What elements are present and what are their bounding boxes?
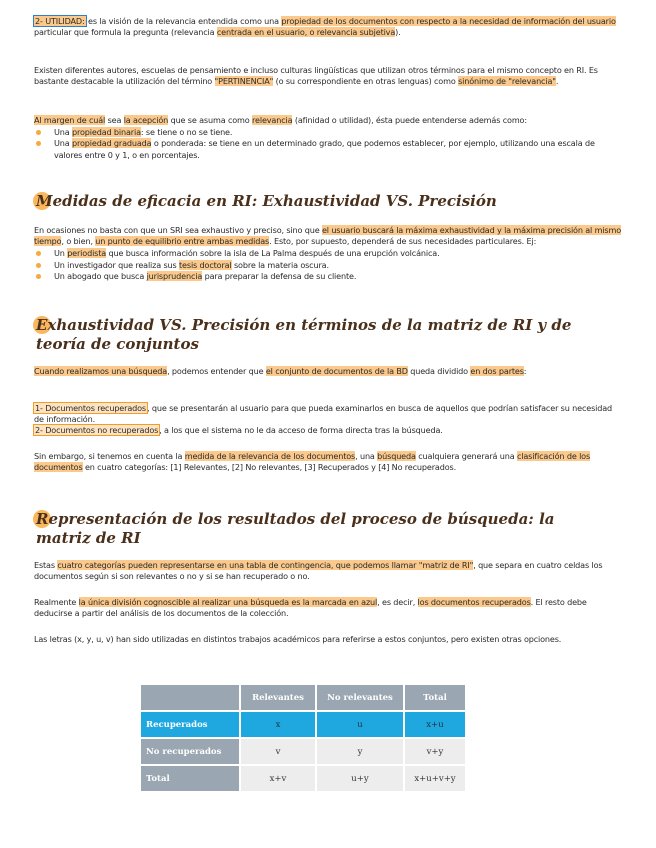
section-heading-matriz — [36, 510, 596, 548]
highlight: periodista — [67, 248, 107, 259]
text: , una — [355, 451, 378, 461]
text: sea — [105, 115, 124, 125]
highlight: relevancia — [252, 115, 293, 125]
text: Las letras (x, y, u, v) han sido utilizadas en distintos trabajos académicos para referirse a estos conjuntos, pero existen otras opciones. — [34, 634, 562, 644]
text: (o su correspondiente en otras lenguas) como — [273, 76, 459, 87]
text: (afinidad o utilidad), ésta puede entenderse además como: — [292, 115, 527, 125]
list-item — [34, 138, 624, 160]
text: en cuatro categorías: [1] Relevantes, [2] No relevantes, [3] Recuperados y [4] No recuperados. — [82, 462, 456, 473]
text: particular que formula la pregunta (relevancia — [34, 27, 217, 38]
table-header-cell: Total — [404, 684, 466, 711]
text: ). — [395, 27, 401, 38]
highlight: "PERTINENCIA" — [214, 76, 274, 87]
highlight: propiedad binaria — [72, 127, 141, 138]
text: . Esto, por supuesto, dependerá de sus necesidades particulares. Ej: — [269, 236, 537, 247]
table-row-header: Recuperados — [140, 711, 240, 738]
text: Existen diferentes autores, escuelas de pensamiento e incluso culturas lingüísticas que utilizan otros términos para el mismo concepto en RI. Es bastante destacable la utilización del término — [34, 65, 598, 87]
text: queda dividido — [407, 366, 471, 376]
highlight: búsqueda — [377, 451, 416, 461]
section-heading-conjuntos — [36, 316, 596, 354]
text: , es decir, — [377, 597, 418, 607]
highlight: la única división cognoscible al realizar una búsqueda es la marcada en azul — [78, 597, 378, 607]
table-header-row — [140, 684, 466, 711]
paragraph-pertinencia — [34, 65, 624, 87]
label-utilidad: 2- UTILIDAD: — [35, 16, 85, 26]
text: . — [555, 76, 559, 87]
table-cell: y — [316, 738, 404, 765]
highlight: propiedad de los documentos con respecto a la necesidad de información del usuario — [281, 16, 616, 26]
text: , podemos entender que — [167, 366, 266, 376]
table-row — [140, 738, 466, 765]
highlight: clasificación de los documentos — [34, 451, 591, 473]
highlight: Cuando realizamos una búsqueda — [34, 366, 168, 376]
text: En ocasiones no basta con que un SRI sea exhaustivo y preciso, sino que — [34, 225, 322, 235]
highlight: un punto de equilibrio entre ambas medidas — [95, 236, 270, 247]
text: sobre la materia oscura. — [231, 259, 329, 270]
text: o ponderada: se tiene en un determinado grado, que podemos establecer, por ejemplo, utilizando una escala de valores entre 0 y 1, o en porcentajes. — [54, 138, 595, 160]
text: Sin embargo, si tenemos en cuenta la — [34, 451, 185, 461]
highlight: el usuario buscará la máxima exhaustividad y la máxima precisión al mismo tiempo — [34, 225, 622, 247]
text: , o bien, — [61, 236, 96, 247]
highlight: cuatro categorías pueden representarse en una tabla de contingencia, que podemos llamar "matriz de RI" — [57, 560, 474, 570]
table-cell: x — [240, 711, 316, 738]
highlight: tesis doctoral — [179, 259, 232, 270]
table-cell: x+v — [240, 765, 316, 792]
table-cell: u+y — [316, 765, 404, 792]
highlight: en dos partes — [470, 366, 524, 376]
heading-text: Representación de los resultados del proceso de búsqueda: la matriz de RI — [36, 510, 555, 547]
heading-text: Exhaustividad VS. Precisión en términos de la matriz de RI y de teoría de conjuntos — [36, 316, 572, 353]
label-no-recuperados: 2- Documentos no recuperados — [35, 425, 159, 436]
list-item — [34, 271, 624, 282]
text: cualquiera generará una — [415, 451, 517, 461]
paragraph-documentos — [34, 403, 624, 437]
highlight: medida de la relevancia de los documentos — [184, 451, 356, 461]
text: : — [523, 366, 527, 376]
table-row-header: No recuperados — [140, 738, 240, 765]
section-heading-eficacia — [36, 192, 596, 211]
table-cell: v — [240, 738, 316, 765]
bullet-list — [34, 248, 624, 282]
highlight: los documentos recuperados — [417, 597, 531, 607]
text: Realmente — [34, 597, 79, 607]
list-item — [34, 248, 624, 259]
table-cell: u — [316, 711, 404, 738]
text: que busca información sobre la isla de La Palma después de una erupción volcánica. — [106, 248, 440, 259]
text: Un — [54, 248, 68, 259]
text: Estas — [34, 560, 58, 570]
text: , que separa en cuatro celdas los documentos según si son relevantes o no y si se han recuperado o no. — [34, 560, 603, 582]
paragraph-letras — [34, 634, 624, 645]
paragraph-busqueda — [34, 366, 624, 377]
table-cell: v+y — [404, 738, 466, 765]
text: : se tiene o no se tiene. — [140, 127, 233, 138]
text: . El resto debe deducirse a partir del análisis de los documentos de la colección. — [34, 597, 587, 619]
highlight: Al margen de cuál — [34, 115, 106, 125]
highlight: la acepción — [123, 115, 169, 125]
highlight: jurisprudencia — [146, 270, 203, 281]
table-cell: x+u — [404, 711, 466, 738]
paragraph-utilidad — [34, 16, 624, 38]
bullet-list — [34, 127, 624, 161]
table-row — [140, 711, 466, 738]
table-row — [140, 765, 466, 792]
text: , a los que el sistema no le da acceso de forma directa tras la búsqueda. — [159, 425, 443, 436]
highlight: sinónimo de "relevancia" — [458, 76, 556, 87]
table-cell: x+u+v+y — [404, 765, 466, 792]
table-header-cell: Relevantes — [240, 684, 316, 711]
paragraph-clasificacion — [34, 451, 624, 473]
text: es la visión de la relevancia entendida como una — [85, 16, 282, 26]
highlight: el conjunto de documentos de la BD — [265, 366, 408, 376]
table-corner-cell — [140, 684, 240, 711]
paragraph-equilibrio — [34, 225, 624, 282]
label-recuperados: 1- Documentos recuperados — [35, 403, 146, 413]
list-item — [34, 260, 624, 271]
highlight: propiedad graduada — [72, 138, 152, 149]
list-item — [34, 127, 624, 138]
text: Una — [54, 138, 72, 149]
text: , que se presentarán al usuario para que pueda examinarlos en busca de aquellos que podrían satisfacer su necesidad de información. — [34, 403, 613, 425]
text: que se asuma como — [168, 115, 253, 125]
paragraph-categorias — [34, 560, 624, 582]
text: Una — [54, 127, 72, 138]
text: Un abogado que busca — [54, 270, 147, 281]
heading-text: Medidas de eficacia en RI: Exhaustividad VS. Precisión — [36, 192, 497, 210]
text: Un investigador que realiza sus — [54, 259, 180, 270]
paragraph-division — [34, 597, 624, 619]
table-row-header: Total — [140, 765, 240, 792]
ri-matrix-table — [139, 683, 467, 793]
text: para preparar la defensa de su cliente. — [202, 270, 357, 281]
paragraph-acepcion — [34, 115, 624, 161]
table-header-cell: No relevantes — [316, 684, 404, 711]
highlight: centrada en el usuario, o relevancia subjetiva — [216, 27, 396, 38]
